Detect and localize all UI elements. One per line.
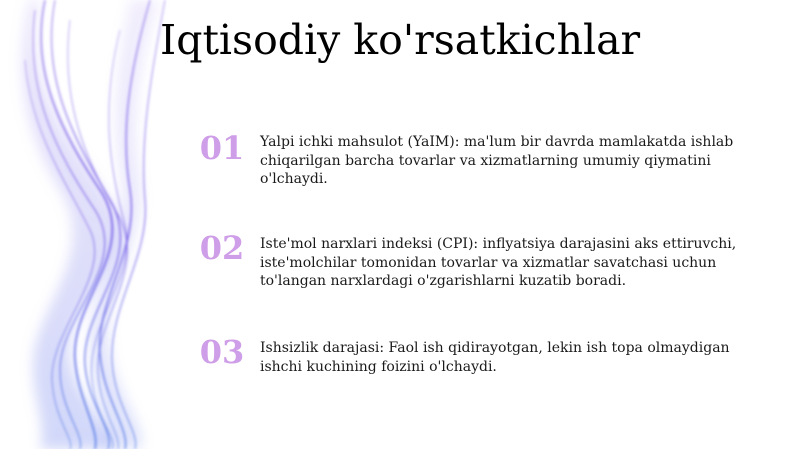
item-text: Ishsizlik darajasi: Faol ish qidirayotgan, lekin ish topa olmaydigan ishchi kuchining foizini o'lchaydi. [260,340,730,375]
item-number: 02 [199,229,245,267]
item-number: 03 [199,333,245,371]
item-text: Iste'mol narxlari indeksi (CPI): inflyatsiya darajasini aks ettiruvchi, iste'molchilar tomonidan tovarlar va xizmatlar savatchasi uchun to'langan narxlardagi o'zgarishlarni kuzatib boradi. [260,236,737,289]
smoke-wave-decoration [0,0,215,449]
slide-title: Iqtisodiy ko'rsatkichlar [160,16,641,64]
item-text: Yalpi ichki mahsulot (YaIM): ma'lum bir davrda mamlakatda ishlab chiqarilgan barcha tovarlar va xizmatlarning umumiy qiymatini o'lchaydi. [260,134,734,187]
item-number: 01 [199,129,245,167]
